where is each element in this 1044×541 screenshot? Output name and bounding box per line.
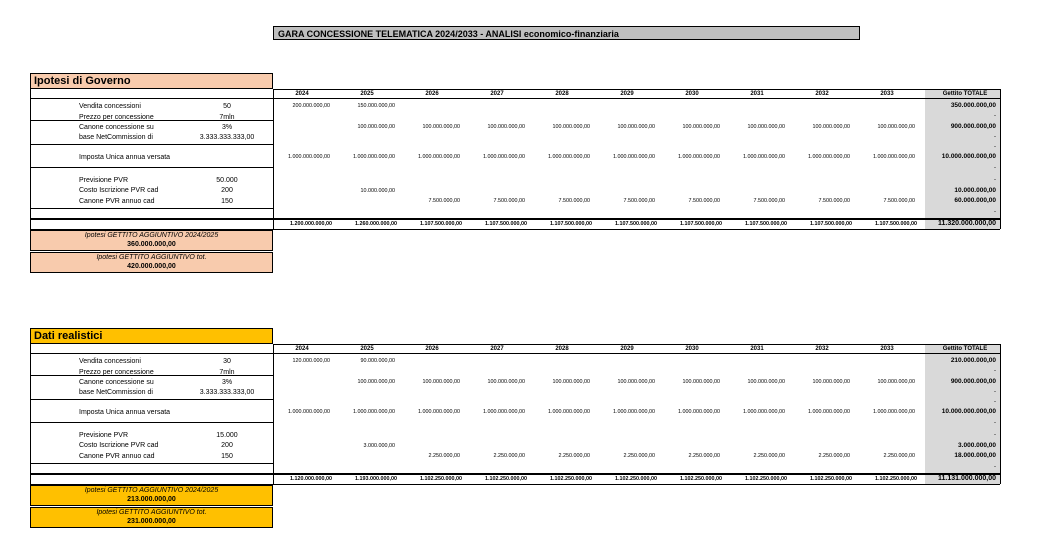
cell-sum: 1.120.000.000,00 [290, 476, 332, 482]
total-dash: - [994, 420, 996, 426]
cell-imposta: 1.000.000.000,00 [288, 154, 330, 160]
cell-imposta: 1.000.000.000,00 [418, 154, 460, 160]
cell-costo: 10.000.000,00 [360, 188, 395, 194]
gettito-label: Ipotesi GETTITO AGGIUNTIVO 2024/2025 [84, 232, 219, 239]
cell-canone: 100.000.000,00 [487, 124, 525, 130]
cell-canonepvr: 7.500.000,00 [493, 198, 525, 204]
table-right-line [1000, 344, 1001, 484]
row-label-imposta: Imposta Unica annua versata [79, 154, 171, 161]
row-separator [30, 208, 273, 209]
gettito-box-tot [30, 507, 273, 528]
cell-sum: 1.102.250.000,00 [875, 476, 917, 482]
cell-sum: 1.107.500.000,00 [485, 221, 527, 227]
gettito-label: Ipotesi GETTITO AGGIUNTIVO tot. [96, 509, 207, 516]
total-dash: - [994, 144, 996, 150]
total-dash: - [994, 209, 996, 215]
total-dash: - [994, 389, 996, 395]
cell-canone: 100.000.000,00 [682, 124, 720, 130]
year-header: 2030 [685, 346, 699, 352]
cell-canonepvr: 2.250.000,00 [883, 453, 915, 459]
total-vendita: 350.000.000,00 [950, 102, 996, 109]
cell-canone: 100.000.000,00 [747, 124, 785, 130]
cell-sum: 1.107.500.000,00 [810, 221, 852, 227]
cell-canonepvr: 7.500.000,00 [753, 198, 785, 204]
gettito-value: 231.000.000,00 [127, 518, 176, 525]
section-header: Dati realistici [30, 328, 273, 344]
cell-canone: 100.000.000,00 [877, 379, 915, 385]
param-previsione: 15.000 [216, 432, 238, 439]
year-header: 2033 [880, 346, 894, 352]
cell-imposta: 1.000.000.000,00 [548, 409, 590, 415]
cell-canonepvr: 7.500.000,00 [428, 198, 460, 204]
row-label-canone1: Canone concessione su [79, 379, 154, 386]
cell-imposta: 1.000.000.000,00 [743, 409, 785, 415]
cell-canone: 100.000.000,00 [877, 124, 915, 130]
year-header: 2026 [425, 91, 439, 97]
table-top-line [273, 89, 1000, 90]
cell-sum: 1.102.250.000,00 [680, 476, 722, 482]
cell-imposta: 1.000.000.000,00 [873, 409, 915, 415]
cell-canonepvr: 2.250.000,00 [493, 453, 525, 459]
cell-imposta: 1.000.000.000,00 [808, 154, 850, 160]
cell-canone: 100.000.000,00 [357, 379, 395, 385]
row-label-costo: Costo Iscrizione PVR cad [79, 187, 159, 194]
total-dash: - [994, 368, 996, 374]
cell-canonepvr: 2.250.000,00 [623, 453, 655, 459]
total-dash: - [994, 464, 996, 470]
param-previsione: 50.000 [216, 177, 238, 184]
sum-line [30, 218, 1000, 220]
row-label-canonepvr: Canone PVR annuo cad [79, 453, 155, 460]
year-header: 2032 [815, 91, 829, 97]
cell-sum: 1.260.000.000,00 [355, 221, 397, 227]
cell-canone: 100.000.000,00 [487, 379, 525, 385]
total-costo: 10.000.000,00 [954, 187, 996, 194]
cell-canonepvr: 7.500.000,00 [688, 198, 720, 204]
year-header: 2028 [555, 91, 569, 97]
total-dash: - [994, 432, 996, 438]
cell-imposta: 1.000.000.000,00 [678, 154, 720, 160]
cell-canonepvr: 2.250.000,00 [688, 453, 720, 459]
cell-sum: 1.102.250.000,00 [550, 476, 592, 482]
year-header: 2029 [620, 91, 634, 97]
year-header: 2031 [750, 346, 764, 352]
section-ipotesi-governo [30, 73, 1030, 283]
cell-sum: 1.102.250.000,00 [615, 476, 657, 482]
total-header: Gettito TOTALE [942, 91, 988, 97]
cell-canone: 100.000.000,00 [357, 124, 395, 130]
param-prezzo: 7mln [219, 369, 235, 376]
total-canonepvr: 18.000.000,00 [954, 452, 996, 459]
year-header-line [30, 353, 1000, 354]
cell-imposta: 1.000.000.000,00 [613, 154, 655, 160]
cell-sum: 1.107.500.000,00 [745, 221, 787, 227]
cell-canonepvr: 2.250.000,00 [428, 453, 460, 459]
gettito-box-2024-2025 [30, 230, 273, 251]
row-label-prezzo: Prezzo per concessione [79, 369, 154, 376]
row-separator [30, 399, 273, 400]
gettito-value: 213.000.000,00 [127, 496, 176, 503]
cell-imposta: 1.000.000.000,00 [418, 409, 460, 415]
row-separator [30, 422, 273, 423]
cell-sum: 1.102.250.000,00 [485, 476, 527, 482]
gettito-value: 420.000.000,00 [127, 263, 176, 270]
year-header: 2027 [490, 91, 504, 97]
total-dash: - [994, 165, 996, 171]
total-dash: - [994, 113, 996, 119]
cell-imposta: 1.000.000.000,00 [743, 154, 785, 160]
cell-costo: 3.000.000,00 [363, 443, 395, 449]
param-canonepvr: 150 [221, 198, 233, 205]
gettito-label: Ipotesi GETTITO AGGIUNTIVO 2024/2025 [84, 487, 219, 494]
cell-imposta: 1.000.000.000,00 [808, 409, 850, 415]
year-header: 2029 [620, 346, 634, 352]
year-header: 2031 [750, 91, 764, 97]
total-imposta: 10.000.000.000,00 [941, 153, 996, 160]
cell-canone: 100.000.000,00 [552, 379, 590, 385]
section-dati-realistici [30, 328, 1030, 538]
total-sum: 11.131.000.000,00 [937, 475, 996, 482]
year-header: 2026 [425, 346, 439, 352]
param-canonepvr: 150 [221, 453, 233, 460]
gettito-label: Ipotesi GETTITO AGGIUNTIVO tot. [96, 254, 207, 261]
param-costo: 200 [221, 187, 233, 194]
row-label-vendita: Vendita concessioni [79, 358, 141, 365]
sheet-title: GARA CONCESSIONE TELEMATICA 2024/2033 - ANALISI economico-finanziaria [273, 26, 860, 40]
year-header: 2024 [295, 91, 309, 97]
row-label-previsione: Previsione PVR [79, 177, 129, 184]
param-prezzo: 7mln [219, 114, 235, 121]
total-dash: - [994, 134, 996, 140]
cell-canonepvr: 7.500.000,00 [883, 198, 915, 204]
cell-canonepvr: 2.250.000,00 [753, 453, 785, 459]
total-costo: 3.000.000,00 [958, 442, 996, 449]
year-header-line [30, 98, 1000, 99]
section-header: Ipotesi di Governo [30, 73, 273, 89]
year-header: 2030 [685, 91, 699, 97]
cell-sum: 1.193.000.000,00 [355, 476, 397, 482]
cell-vendita: 90.000.000,00 [360, 358, 395, 364]
param-canone: 3% [221, 379, 233, 386]
year-header: 2033 [880, 91, 894, 97]
param-vendita: 50 [223, 103, 231, 110]
cell-sum: 1.200.000.000,00 [290, 221, 332, 227]
cell-sum: 1.107.500.000,00 [550, 221, 592, 227]
cell-vendita: 120.000.000,00 [292, 358, 330, 364]
cell-imposta: 1.000.000.000,00 [548, 154, 590, 160]
cell-canonepvr: 7.500.000,00 [818, 198, 850, 204]
cell-canonepvr: 7.500.000,00 [623, 198, 655, 204]
year-header: 2028 [555, 346, 569, 352]
cell-canone: 100.000.000,00 [812, 379, 850, 385]
sum-line [30, 473, 1000, 475]
cell-imposta: 1.000.000.000,00 [678, 409, 720, 415]
total-sum: 11.320.000.000,00 [937, 220, 996, 227]
year-header: 2025 [360, 346, 374, 352]
row-label-imposta: Imposta Unica annua versata [79, 409, 171, 416]
cell-canonepvr: 2.250.000,00 [558, 453, 590, 459]
cell-canone: 100.000.000,00 [682, 379, 720, 385]
row-label-prezzo: Prezzo per concessione [79, 114, 154, 121]
cell-imposta: 1.000.000.000,00 [288, 409, 330, 415]
total-vendita: 210.000.000,00 [950, 357, 996, 364]
cell-imposta: 1.000.000.000,00 [613, 409, 655, 415]
cell-canonepvr: 2.250.000,00 [818, 453, 850, 459]
total-canonepvr: 60.000.000,00 [954, 197, 996, 204]
row-label-vendita: Vendita concessioni [79, 103, 141, 110]
gettito-box-tot [30, 252, 273, 273]
total-dash: - [994, 399, 996, 405]
cell-sum: 1.107.500.000,00 [615, 221, 657, 227]
cell-canone: 100.000.000,00 [422, 379, 460, 385]
year-header: 2027 [490, 346, 504, 352]
year-header: 2025 [360, 91, 374, 97]
row-separator [30, 167, 273, 168]
param-base: 3.333.333.333,00 [199, 134, 255, 141]
param-vendita: 30 [223, 358, 231, 365]
table-top-line [273, 344, 1000, 345]
row-label-canone2: base NetCommission di [79, 134, 153, 141]
cell-canone: 100.000.000,00 [812, 124, 850, 130]
row-label-costo: Costo Iscrizione PVR cad [79, 442, 159, 449]
cell-canone: 100.000.000,00 [617, 379, 655, 385]
cell-vendita: 150.000.000,00 [357, 103, 395, 109]
cell-sum: 1.107.500.000,00 [875, 221, 917, 227]
cell-sum: 1.107.500.000,00 [680, 221, 722, 227]
total-header: Gettito TOTALE [942, 346, 988, 352]
param-canone: 3% [221, 124, 233, 131]
row-separator [30, 463, 273, 464]
year-header: 2024 [295, 346, 309, 352]
row-label-canone1: Canone concessione su [79, 124, 154, 131]
total-canone: 900.000.000,00 [950, 378, 996, 385]
total-imposta: 10.000.000.000,00 [941, 408, 996, 415]
cell-canone: 100.000.000,00 [552, 124, 590, 130]
cell-sum: 1.102.250.000,00 [745, 476, 787, 482]
param-base: 3.333.333.333,00 [199, 389, 255, 396]
cell-canonepvr: 7.500.000,00 [558, 198, 590, 204]
cell-sum: 1.107.500.000,00 [420, 221, 462, 227]
cell-vendita: 200.000.000,00 [292, 103, 330, 109]
cell-canone: 100.000.000,00 [617, 124, 655, 130]
param-costo: 200 [221, 442, 233, 449]
table-right-line [1000, 89, 1001, 229]
cell-imposta: 1.000.000.000,00 [353, 409, 395, 415]
total-canone: 900.000.000,00 [950, 123, 996, 130]
cell-imposta: 1.000.000.000,00 [483, 154, 525, 160]
cell-canone: 100.000.000,00 [422, 124, 460, 130]
row-label-canone2: base NetCommission di [79, 389, 153, 396]
total-dash: - [994, 177, 996, 183]
cell-imposta: 1.000.000.000,00 [353, 154, 395, 160]
row-label-canonepvr: Canone PVR annuo cad [79, 198, 155, 205]
year-header: 2032 [815, 346, 829, 352]
gettito-value: 360.000.000,00 [127, 241, 176, 248]
cell-imposta: 1.000.000.000,00 [483, 409, 525, 415]
row-separator [30, 144, 273, 145]
row-label-previsione: Previsione PVR [79, 432, 129, 439]
gettito-box-2024-2025 [30, 485, 273, 506]
cell-sum: 1.102.250.000,00 [420, 476, 462, 482]
cell-sum: 1.102.250.000,00 [810, 476, 852, 482]
cell-canone: 100.000.000,00 [747, 379, 785, 385]
cell-imposta: 1.000.000.000,00 [873, 154, 915, 160]
